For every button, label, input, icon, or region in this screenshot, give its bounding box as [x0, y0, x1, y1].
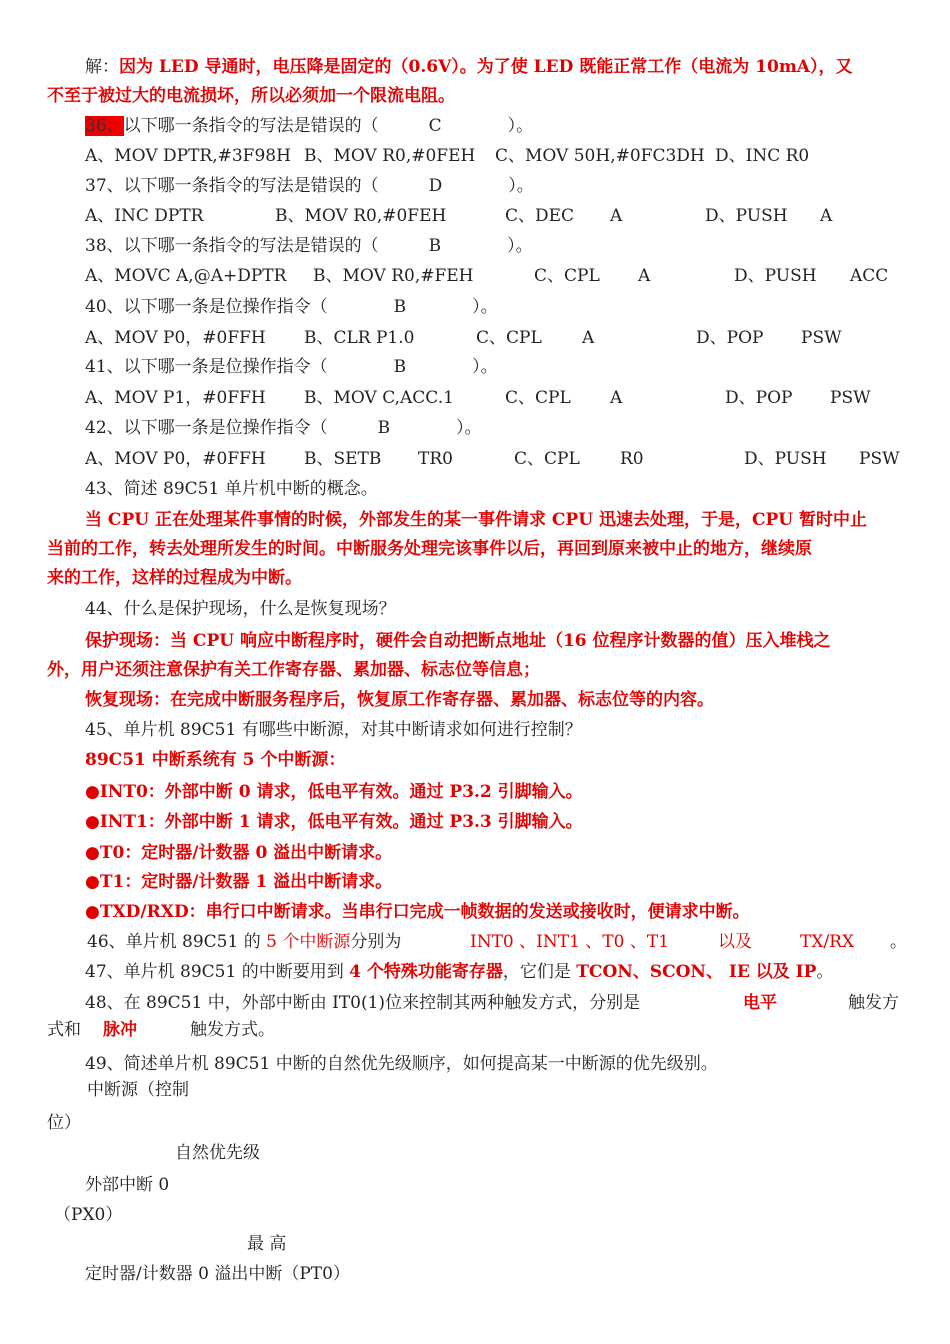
interrupt-source-item: ●INT0：外部中断 0 请求，低电平有效。通过 P3.2 引脚输入。	[85, 782, 583, 802]
q46-highlight: 5 个中断源	[266, 932, 351, 952]
q47-text: 47、单片机 89C51 的中断要用到	[85, 962, 350, 982]
table-header-source-cont: 位）	[47, 1113, 81, 1133]
q47-period: 。	[816, 962, 834, 982]
q44-question: 44、什么是保护现场，什么是恢复现场？	[85, 599, 396, 619]
q44-answer-line: 保护现场：当 CPU 响应中断程序时，硬件会自动把断点地址（16 位程序计数器的值）压入堆栈之	[85, 631, 831, 651]
option-c-operand: A	[610, 206, 623, 226]
option-c: C、CPL	[505, 388, 571, 408]
q47-highlight: 4 个特殊功能寄存器	[349, 962, 503, 982]
answer-prefix: 解：	[85, 57, 119, 77]
q47-answer: TCON、SCON、 IE 以及 IP	[576, 962, 817, 982]
interrupt-source-item: ●T0：定时器/计数器 0 溢出中断请求。	[85, 843, 393, 863]
option-d-operand: PSW	[801, 328, 842, 348]
q46-text: 分别为	[350, 932, 402, 952]
question-text: 41、以下哪一条是位操作指令（	[85, 357, 328, 377]
q43-answer-line: 当 CPU 正在处理某件事情的时候，外部发生的某一事件请求 CPU 迅速去处理，于是，CPU 暂时中止	[85, 510, 868, 530]
option-b: B、MOV R0,#FEH	[313, 266, 474, 286]
option-b: B、SETB	[304, 449, 382, 469]
q35-answer-line1	[85, 56, 853, 78]
option-d-operand: PSW	[859, 449, 900, 469]
interrupt-source-item: ●INT1：外部中断 1 请求，低电平有效。通过 P3.3 引脚输入。	[85, 812, 583, 832]
option-b: B、MOV C,ACC.1	[304, 388, 454, 408]
q48-answer-level: 电平	[743, 993, 777, 1013]
q48-text: 触发方	[848, 993, 899, 1013]
answer-text: 因为 LED 导通时，电压降是固定的（0.6V）。为了使 LED 既能正常工作（电流为 10mA），又	[119, 57, 853, 77]
q43-answer-line: 当前的工作，转去处理所发生的时间。中断服务处理完该事件以后，再回到原来被中止的地方，继续原	[47, 539, 812, 559]
option-d: D、INC R0	[715, 146, 810, 166]
q47-line	[85, 961, 833, 983]
close-paren: ）。	[472, 297, 498, 317]
interrupt-source-item: ●TXD/RXD：串行口中断请求。当串行口完成一帧数据的发送或接收时，便请求中断。	[85, 902, 750, 922]
option-b: B、MOV R0,#0FEH	[304, 146, 476, 166]
q48-text: 式和	[47, 1020, 81, 1040]
option-c: C、MOV 50H,#0FC3DH	[495, 146, 705, 166]
q45-question: 45、单片机 89C51 有哪些中断源，对其中断请求如何进行控制？	[85, 720, 582, 740]
table-header-priority: 自然优先级	[175, 1143, 260, 1163]
option-d: D、POP	[725, 388, 793, 408]
option-d-operand: PSW	[830, 388, 871, 408]
answer: B	[377, 418, 391, 438]
option-c-operand: A	[610, 388, 623, 408]
q45-answer-intro: 89C51 中断系统有 5 个中断源：	[85, 750, 346, 770]
option-a: A、MOV P0，#0FFH	[85, 328, 266, 348]
q43-answer-line: 来的工作，这样的过程成为中断。	[47, 568, 302, 588]
answer: B	[428, 236, 442, 256]
option-c: C、CPL	[534, 266, 600, 286]
q48-answer-pulse: 脉冲	[103, 1020, 137, 1040]
option-b: B、MOV R0,#0FEH	[275, 206, 447, 226]
q48-text: 触发方式。	[190, 1020, 275, 1040]
close-paren: ）。	[472, 357, 498, 377]
option-c: C、CPL	[514, 449, 580, 469]
option-d: D、PUSH	[705, 206, 788, 226]
option-a: A、MOV P0，#0FFH	[85, 449, 266, 469]
option-b-operand: TR0	[418, 449, 453, 469]
question-text: 37、以下哪一条指令的写法是错误的（	[85, 176, 379, 196]
q42-question	[85, 417, 482, 439]
close-paren: ）。	[456, 418, 482, 438]
q46-answer-txrx: TX/RX	[800, 932, 855, 952]
option-d: D、PUSH	[744, 449, 827, 469]
q44-answer-line: 外，用户还须注意保护有关工作寄存器、累加器、标志位等信息；	[47, 660, 540, 680]
q35-answer-line2: 不至于被过大的电流损坏，所以必须加一个限流电阻。	[47, 86, 455, 106]
answer: C	[428, 116, 442, 136]
q38-question	[85, 235, 533, 257]
option-a: A、INC DPTR	[85, 206, 204, 226]
option-b: B、CLR P1.0	[304, 328, 415, 348]
close-paren: ）。	[507, 236, 533, 256]
answer: B	[393, 297, 407, 317]
option-c-operand: R0	[620, 449, 644, 469]
table-cell-source: 定时器/计数器 0 溢出中断（PT0）	[85, 1264, 350, 1284]
q36-question	[85, 115, 533, 137]
option-c: C、DEC	[505, 206, 575, 226]
option-a: A、MOV P1，#0FFH	[85, 388, 266, 408]
q41-question	[85, 356, 498, 378]
highlighted-number: 36、	[85, 116, 124, 136]
q49-question: 49、简述单片机 89C51 中断的自然优先级顺序，如何提高某一中断源的优先级别。	[85, 1054, 718, 1074]
option-d: D、POP	[696, 328, 764, 348]
option-c-operand: A	[638, 266, 651, 286]
question-text: 38、以下哪一条指令的写法是错误的（	[85, 236, 379, 256]
close-paren: ）。	[507, 116, 534, 136]
table-header-source: 中断源（控制	[87, 1080, 189, 1100]
q43-question: 43、简述 89C51 单片机中断的概念。	[85, 479, 378, 499]
option-d-operand: A	[820, 206, 833, 226]
q44-answer-line: 恢复现场：在完成中断服务程序后，恢复原工作寄存器、累加器、标志位等的内容。	[85, 690, 714, 710]
q46-answer-sources: INT0 、INT1 、T0 、T1	[470, 932, 670, 952]
q46-answer-and: 以及	[718, 932, 752, 952]
option-c: C、CPL	[476, 328, 542, 348]
table-cell-control-bit: （PX0）	[54, 1205, 123, 1225]
table-cell-priority: 最 高	[247, 1234, 287, 1254]
interrupt-source-item: ●T1：定时器/计数器 1 溢出中断请求。	[85, 872, 393, 892]
q48-text: 48、在 89C51 中，外部中断由 IT0(1)位来控制其两种触发方式，分别是	[85, 993, 641, 1013]
answer: B	[393, 357, 407, 377]
option-a: A、MOVC A,@A+DPTR	[85, 266, 287, 286]
question-text: 40、以下哪一条是位操作指令（	[85, 297, 328, 317]
answer: D	[428, 176, 443, 196]
option-d-operand: ACC	[850, 266, 889, 286]
close-paren: ）。	[508, 176, 534, 196]
option-d: D、PUSH	[734, 266, 817, 286]
q40-question	[85, 296, 498, 318]
q37-question	[85, 175, 534, 197]
option-c-operand: A	[582, 328, 595, 348]
q47-text: ，它们是	[502, 962, 577, 982]
question-text: 以下哪一条指令的写法是错误的（	[123, 116, 379, 136]
table-cell-source: 外部中断 0	[85, 1175, 170, 1195]
option-a: A、MOV DPTR,#3F98H	[85, 146, 291, 166]
q46-text: 46、单片机 89C51 的	[87, 932, 267, 952]
q46-period: 。	[890, 932, 907, 952]
question-text: 42、以下哪一条是位操作指令（	[85, 418, 328, 438]
